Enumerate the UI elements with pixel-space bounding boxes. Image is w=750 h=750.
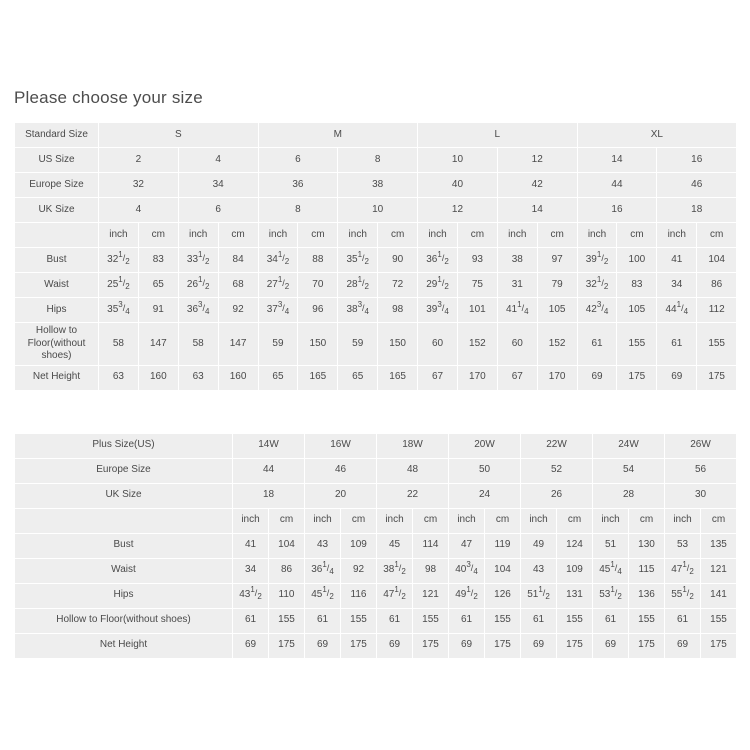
table-cell: 91 bbox=[138, 298, 178, 323]
table-cell: 175 bbox=[617, 365, 657, 390]
unit-cell: cm bbox=[697, 223, 737, 248]
unit-cell: inch bbox=[338, 223, 378, 248]
table-cell: 40 bbox=[418, 173, 498, 198]
unit-cell: cm bbox=[557, 508, 593, 533]
table-row bbox=[15, 365, 737, 390]
table-cell: 46 bbox=[305, 458, 377, 483]
table-row bbox=[15, 433, 737, 458]
table-cell: $41^1/_4$ bbox=[497, 298, 537, 323]
table-cell: 175 bbox=[341, 633, 377, 658]
table-cell: 61 bbox=[233, 608, 269, 633]
table-row bbox=[15, 173, 737, 198]
table-cell: 58 bbox=[178, 323, 218, 366]
table-cell: 52 bbox=[521, 458, 593, 483]
table-cell: 88 bbox=[298, 248, 338, 273]
table-cell: $28^1/_2$ bbox=[338, 273, 378, 298]
table-row bbox=[15, 273, 737, 298]
table-cell: $36^1/_2$ bbox=[418, 248, 458, 273]
table-cell: 110 bbox=[269, 583, 305, 608]
table-cell: 44 bbox=[233, 458, 305, 483]
page-title: Please choose your size bbox=[14, 88, 203, 107]
unit-cell: cm bbox=[298, 223, 338, 248]
table-cell: 10 bbox=[338, 198, 418, 223]
table-cell: 32 bbox=[99, 173, 179, 198]
table-cell: 24 bbox=[449, 483, 521, 508]
table-cell: 101 bbox=[457, 298, 497, 323]
table-row bbox=[15, 508, 737, 533]
table-cell: 175 bbox=[701, 633, 737, 658]
table-cell: 43 bbox=[305, 533, 341, 558]
table-cell: 58 bbox=[99, 323, 139, 366]
unit-cell: inch bbox=[258, 223, 298, 248]
size-group-20W: 20W bbox=[449, 433, 521, 458]
table-cell: 60 bbox=[497, 323, 537, 366]
table-cell: 61 bbox=[593, 608, 629, 633]
table-cell: $47^1/_2$ bbox=[377, 583, 413, 608]
table-cell: $35^3/_4$ bbox=[99, 298, 139, 323]
table-cell: 97 bbox=[537, 248, 577, 273]
table-cell: 61 bbox=[577, 323, 617, 366]
unit-cell: inch bbox=[305, 508, 341, 533]
unit-cell: inch bbox=[178, 223, 218, 248]
table-cell: 131 bbox=[557, 583, 593, 608]
table-row bbox=[15, 248, 737, 273]
unit-cell: cm bbox=[218, 223, 258, 248]
table-cell: 175 bbox=[269, 633, 305, 658]
table-cell: 84 bbox=[218, 248, 258, 273]
table-cell: 22 bbox=[377, 483, 449, 508]
table-cell: 16 bbox=[657, 148, 737, 173]
table-cell: 49 bbox=[521, 533, 557, 558]
table-cell: 86 bbox=[269, 558, 305, 583]
table-row bbox=[15, 123, 737, 148]
table-cell: 175 bbox=[413, 633, 449, 658]
table-cell: 31 bbox=[497, 273, 537, 298]
table-cell: 175 bbox=[485, 633, 521, 658]
table-cell: 60 bbox=[418, 323, 458, 366]
row-label: Bust bbox=[15, 248, 99, 273]
table-cell: 155 bbox=[697, 323, 737, 366]
table-cell: 92 bbox=[218, 298, 258, 323]
row-label: UK Size bbox=[15, 483, 233, 508]
row-label: Waist bbox=[15, 558, 233, 583]
table-cell: 175 bbox=[557, 633, 593, 658]
unit-cell: inch bbox=[593, 508, 629, 533]
table-cell: 14 bbox=[497, 198, 577, 223]
table-cell: 8 bbox=[258, 198, 338, 223]
unit-cell: inch bbox=[657, 223, 697, 248]
table-cell: 42 bbox=[497, 173, 577, 198]
table-cell: 18 bbox=[233, 483, 305, 508]
table-cell: 160 bbox=[218, 365, 258, 390]
row-label: Net Height bbox=[15, 365, 99, 390]
unit-cell: inch bbox=[521, 508, 557, 533]
unit-row-label bbox=[15, 223, 99, 248]
unit-cell: cm bbox=[269, 508, 305, 533]
table-cell: 121 bbox=[413, 583, 449, 608]
table-cell: 48 bbox=[377, 458, 449, 483]
table-cell: 61 bbox=[449, 608, 485, 633]
row-label: Waist bbox=[15, 273, 99, 298]
table-cell: 61 bbox=[665, 608, 701, 633]
table-cell: 83 bbox=[138, 248, 178, 273]
unit-cell: inch bbox=[449, 508, 485, 533]
table-cell: 46 bbox=[657, 173, 737, 198]
table-cell: $32^1/_2$ bbox=[577, 273, 617, 298]
size-group-S: S bbox=[99, 123, 259, 148]
table-cell: 126 bbox=[485, 583, 521, 608]
table-cell: 34 bbox=[233, 558, 269, 583]
size-group-18W: 18W bbox=[377, 433, 449, 458]
table-cell: 65 bbox=[258, 365, 298, 390]
table-cell: 75 bbox=[457, 273, 497, 298]
table-cell: 56 bbox=[665, 458, 737, 483]
table-row bbox=[15, 608, 737, 633]
table-cell: $27^1/_2$ bbox=[258, 273, 298, 298]
table-cell: 10 bbox=[418, 148, 498, 173]
table-cell: 30 bbox=[665, 483, 737, 508]
unit-cell: inch bbox=[377, 508, 413, 533]
table-cell: $53^1/_2$ bbox=[593, 583, 629, 608]
table-row bbox=[15, 323, 737, 366]
table-cell: 152 bbox=[457, 323, 497, 366]
table-cell: 53 bbox=[665, 533, 701, 558]
unit-cell: inch bbox=[577, 223, 617, 248]
table-cell: 16 bbox=[577, 198, 657, 223]
row-label: Europe Size bbox=[15, 173, 99, 198]
table-row bbox=[15, 558, 737, 583]
table-cell: 104 bbox=[485, 558, 521, 583]
size-group-16W: 16W bbox=[305, 433, 377, 458]
row-label: Europe Size bbox=[15, 458, 233, 483]
table-cell: 100 bbox=[617, 248, 657, 273]
table-cell: 155 bbox=[617, 323, 657, 366]
unit-cell: inch bbox=[665, 508, 701, 533]
table-cell: 79 bbox=[537, 273, 577, 298]
table-cell: $44^1/_4$ bbox=[657, 298, 697, 323]
table-cell: 109 bbox=[341, 533, 377, 558]
table-cell: 69 bbox=[377, 633, 413, 658]
table-cell: 155 bbox=[485, 608, 521, 633]
table-cell: $36^1/_4$ bbox=[305, 558, 341, 583]
table-cell: 70 bbox=[298, 273, 338, 298]
unit-cell: cm bbox=[341, 508, 377, 533]
table-cell: 160 bbox=[138, 365, 178, 390]
unit-cell: inch bbox=[233, 508, 269, 533]
row-label: US Size bbox=[15, 148, 99, 173]
table-cell: $36^3/_4$ bbox=[178, 298, 218, 323]
unit-cell: cm bbox=[457, 223, 497, 248]
table-cell: 47 bbox=[449, 533, 485, 558]
table-cell: $40^3/_4$ bbox=[449, 558, 485, 583]
row-label: UK Size bbox=[15, 198, 99, 223]
table-cell: 141 bbox=[701, 583, 737, 608]
table-cell: 50 bbox=[449, 458, 521, 483]
size-group-22W: 22W bbox=[521, 433, 593, 458]
table-cell: 4 bbox=[178, 148, 258, 173]
row-label: Hollow to Floor(without shoes) bbox=[15, 323, 99, 366]
table-cell: 41 bbox=[233, 533, 269, 558]
table-row bbox=[15, 458, 737, 483]
table-cell: $39^3/_4$ bbox=[418, 298, 458, 323]
table-cell: 26 bbox=[521, 483, 593, 508]
table-cell: 155 bbox=[341, 608, 377, 633]
table-cell: 147 bbox=[218, 323, 258, 366]
table-cell: $55^1/_2$ bbox=[665, 583, 701, 608]
table-cell: 114 bbox=[413, 533, 449, 558]
table-cell: 54 bbox=[593, 458, 665, 483]
table-row bbox=[15, 198, 737, 223]
size-group-L: L bbox=[418, 123, 578, 148]
unit-cell: inch bbox=[99, 223, 139, 248]
table-cell: 38 bbox=[497, 248, 537, 273]
standard-size-table-body bbox=[15, 123, 737, 391]
table-cell: 124 bbox=[557, 533, 593, 558]
table-cell: 69 bbox=[449, 633, 485, 658]
plus-size-label: Plus Size(US) bbox=[15, 433, 233, 458]
table-cell: 43 bbox=[521, 558, 557, 583]
size-group-M: M bbox=[258, 123, 418, 148]
table-cell: $25^1/_2$ bbox=[99, 273, 139, 298]
table-cell: 63 bbox=[99, 365, 139, 390]
unit-cell: cm bbox=[701, 508, 737, 533]
table-row bbox=[15, 533, 737, 558]
table-cell: 98 bbox=[378, 298, 418, 323]
table-cell: 116 bbox=[341, 583, 377, 608]
table-cell: 34 bbox=[178, 173, 258, 198]
size-group-XL: XL bbox=[577, 123, 737, 148]
table-cell: 130 bbox=[629, 533, 665, 558]
table-cell: 104 bbox=[697, 248, 737, 273]
table-cell: 104 bbox=[269, 533, 305, 558]
table-cell: 34 bbox=[657, 273, 697, 298]
table-cell: 170 bbox=[457, 365, 497, 390]
table-cell: 93 bbox=[457, 248, 497, 273]
table-row bbox=[15, 223, 737, 248]
table-cell: 67 bbox=[418, 365, 458, 390]
unit-cell: cm bbox=[378, 223, 418, 248]
standard-size-table bbox=[14, 122, 737, 391]
table-cell: 61 bbox=[657, 323, 697, 366]
table-cell: 136 bbox=[629, 583, 665, 608]
table-cell: $38^3/_4$ bbox=[338, 298, 378, 323]
table-cell: $42^3/_4$ bbox=[577, 298, 617, 323]
table-cell: 135 bbox=[701, 533, 737, 558]
table-cell: 155 bbox=[557, 608, 593, 633]
row-label: Net Height bbox=[15, 633, 233, 658]
table-cell: $51^1/_2$ bbox=[521, 583, 557, 608]
table-cell: 155 bbox=[413, 608, 449, 633]
table-cell: 69 bbox=[593, 633, 629, 658]
table-cell: $33^1/_2$ bbox=[178, 248, 218, 273]
table-cell: 121 bbox=[701, 558, 737, 583]
table-cell: 175 bbox=[697, 365, 737, 390]
table-cell: 65 bbox=[138, 273, 178, 298]
unit-cell: cm bbox=[485, 508, 521, 533]
table-cell: 175 bbox=[629, 633, 665, 658]
table-cell: 147 bbox=[138, 323, 178, 366]
table-cell: 92 bbox=[341, 558, 377, 583]
table-cell: 59 bbox=[258, 323, 298, 366]
table-cell: 44 bbox=[577, 173, 657, 198]
table-row bbox=[15, 583, 737, 608]
row-label: Hollow to Floor(without shoes) bbox=[15, 608, 233, 633]
unit-cell: cm bbox=[629, 508, 665, 533]
table-cell: 86 bbox=[697, 273, 737, 298]
table-cell: 69 bbox=[577, 365, 617, 390]
table-cell: 115 bbox=[629, 558, 665, 583]
table-cell: 6 bbox=[178, 198, 258, 223]
table-cell: 28 bbox=[593, 483, 665, 508]
table-cell: $45^1/_4$ bbox=[593, 558, 629, 583]
table-cell: $38^1/_2$ bbox=[377, 558, 413, 583]
table-cell: 63 bbox=[178, 365, 218, 390]
table-cell: 96 bbox=[298, 298, 338, 323]
row-label: Hips bbox=[15, 583, 233, 608]
table-cell: $34^1/_2$ bbox=[258, 248, 298, 273]
table-cell: 65 bbox=[338, 365, 378, 390]
table-row bbox=[15, 298, 737, 323]
table-cell: 45 bbox=[377, 533, 413, 558]
table-cell: 6 bbox=[258, 148, 338, 173]
size-group-14W: 14W bbox=[233, 433, 305, 458]
plus-size-table-body bbox=[15, 433, 737, 658]
table-cell: 67 bbox=[497, 365, 537, 390]
table-row bbox=[15, 633, 737, 658]
table-cell: 12 bbox=[418, 198, 498, 223]
table-cell: 14 bbox=[577, 148, 657, 173]
table-cell: $47^1/_2$ bbox=[665, 558, 701, 583]
table-spacer bbox=[14, 391, 736, 413]
table-cell: 150 bbox=[298, 323, 338, 366]
table-cell: $49^1/_2$ bbox=[449, 583, 485, 608]
standard-size-label: Standard Size bbox=[15, 123, 99, 148]
table-cell: 69 bbox=[657, 365, 697, 390]
table-cell: 165 bbox=[378, 365, 418, 390]
plus-size-table bbox=[14, 433, 737, 659]
table-cell: 155 bbox=[629, 608, 665, 633]
table-cell: 8 bbox=[338, 148, 418, 173]
table-cell: 112 bbox=[697, 298, 737, 323]
size-group-26W: 26W bbox=[665, 433, 737, 458]
table-cell: 152 bbox=[537, 323, 577, 366]
table-cell: $39^1/_2$ bbox=[577, 248, 617, 273]
table-cell: 38 bbox=[338, 173, 418, 198]
table-cell: $37^3/_4$ bbox=[258, 298, 298, 323]
table-cell: 61 bbox=[521, 608, 557, 633]
table-row bbox=[15, 483, 737, 508]
table-cell: $32^1/_2$ bbox=[99, 248, 139, 273]
table-cell: 69 bbox=[233, 633, 269, 658]
table-cell: 59 bbox=[338, 323, 378, 366]
size-group-24W: 24W bbox=[593, 433, 665, 458]
table-cell: 165 bbox=[298, 365, 338, 390]
table-cell: 83 bbox=[617, 273, 657, 298]
row-label: Hips bbox=[15, 298, 99, 323]
table-cell: 4 bbox=[99, 198, 179, 223]
table-cell: 155 bbox=[269, 608, 305, 633]
table-cell: 61 bbox=[305, 608, 341, 633]
table-cell: 2 bbox=[99, 148, 179, 173]
table-cell: 41 bbox=[657, 248, 697, 273]
table-cell: $26^1/_2$ bbox=[178, 273, 218, 298]
unit-cell: cm bbox=[413, 508, 449, 533]
row-label: Bust bbox=[15, 533, 233, 558]
table-row bbox=[15, 148, 737, 173]
table-cell: 72 bbox=[378, 273, 418, 298]
table-cell: 69 bbox=[665, 633, 701, 658]
table-cell: 20 bbox=[305, 483, 377, 508]
table-cell: $29^1/_2$ bbox=[418, 273, 458, 298]
table-cell: 109 bbox=[557, 558, 593, 583]
table-cell: 155 bbox=[701, 608, 737, 633]
table-cell: 69 bbox=[521, 633, 557, 658]
table-cell: 69 bbox=[305, 633, 341, 658]
table-cell: 36 bbox=[258, 173, 338, 198]
table-cell: 170 bbox=[537, 365, 577, 390]
table-cell: 105 bbox=[617, 298, 657, 323]
table-cell: $43^1/_2$ bbox=[233, 583, 269, 608]
unit-cell: cm bbox=[537, 223, 577, 248]
unit-row-label bbox=[15, 508, 233, 533]
table-cell: 119 bbox=[485, 533, 521, 558]
table-cell: 150 bbox=[378, 323, 418, 366]
table-cell: 12 bbox=[497, 148, 577, 173]
unit-cell: inch bbox=[418, 223, 458, 248]
table-cell: 105 bbox=[537, 298, 577, 323]
table-cell: 18 bbox=[657, 198, 737, 223]
unit-cell: cm bbox=[617, 223, 657, 248]
table-cell: $45^1/_2$ bbox=[305, 583, 341, 608]
unit-cell: inch bbox=[497, 223, 537, 248]
table-cell: 90 bbox=[378, 248, 418, 273]
table-cell: $35^1/_2$ bbox=[338, 248, 378, 273]
table-cell: 68 bbox=[218, 273, 258, 298]
table-cell: 98 bbox=[413, 558, 449, 583]
table-cell: 61 bbox=[377, 608, 413, 633]
unit-cell: cm bbox=[138, 223, 178, 248]
table-cell: 51 bbox=[593, 533, 629, 558]
